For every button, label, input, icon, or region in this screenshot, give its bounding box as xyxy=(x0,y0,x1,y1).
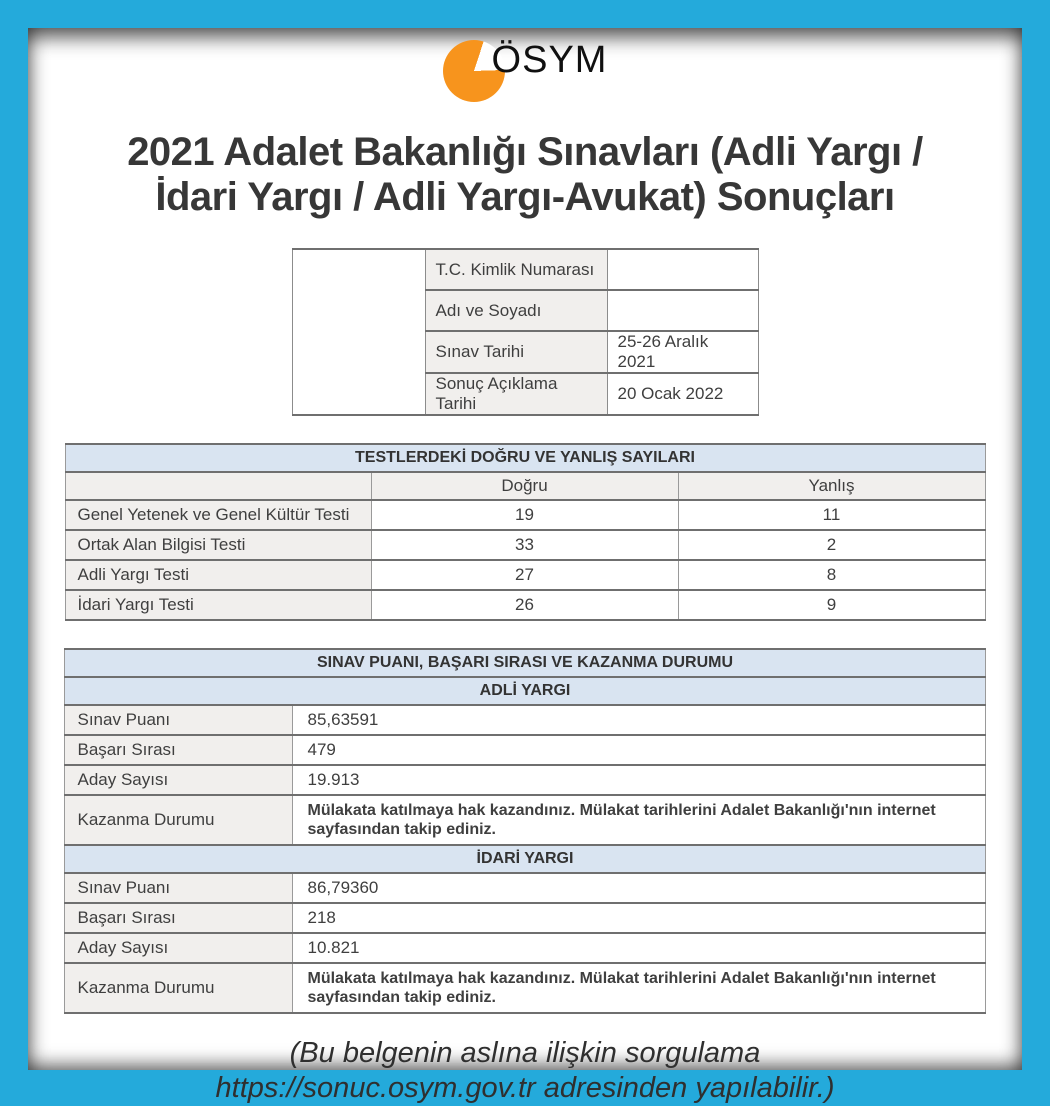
results-table-title: SINAV PUANI, BAŞARI SIRASI VE KAZANMA DURUMU xyxy=(65,649,985,677)
verification-note-line1: (Bu belgenin aslına ilişkin sorgulama xyxy=(289,1037,761,1069)
result-label: Aday Sayısı xyxy=(65,933,293,963)
empty-header-cell xyxy=(65,472,371,500)
result-label: Kazanma Durumu xyxy=(65,795,293,845)
table-row xyxy=(65,705,985,735)
result-label: Başarı Sırası xyxy=(65,903,293,933)
test-name: Ortak Alan Bilgisi Testi xyxy=(65,530,371,560)
scores-table-title: TESTLERDEKİ DOĞRU VE YANLIŞ SAYILARI xyxy=(65,444,985,472)
result-value: 86,79360 xyxy=(293,873,985,903)
scores-table xyxy=(65,443,986,621)
table-row xyxy=(65,735,985,765)
column-header-wrong: Yanlış xyxy=(678,472,985,500)
correct-count: 19 xyxy=(371,500,678,530)
table-row xyxy=(65,873,985,903)
wrong-count: 2 xyxy=(678,530,985,560)
result-value: Mülakata katılmaya hak kazandınız. Mülakat tarihlerini Adalet Bakanlığı'nın internet sayfasından takip ediniz. xyxy=(293,963,985,1013)
table-row xyxy=(65,590,985,620)
info-label: Sınav Tarihi xyxy=(425,331,607,373)
table-row xyxy=(292,249,758,290)
table-row xyxy=(65,500,985,530)
result-label: Başarı Sırası xyxy=(65,735,293,765)
table-row xyxy=(65,933,985,963)
page-title-line2: İdari Yargı / Adli Yargı-Avukat) Sonuçları xyxy=(155,175,895,219)
table-row xyxy=(65,963,985,1013)
page-title-line1: 2021 Adalet Bakanlığı Sınavları (Adli Yargı / xyxy=(127,130,923,174)
test-name: Genel Yetenek ve Genel Kültür Testi xyxy=(65,500,371,530)
table-header-row xyxy=(65,444,985,472)
result-value: Mülakata katılmaya hak kazandınız. Mülakat tarihlerini Adalet Bakanlığı'nın internet sayfasından takip ediniz. xyxy=(293,795,985,845)
column-header-correct: Doğru xyxy=(371,472,678,500)
result-label: Sınav Puanı xyxy=(65,873,293,903)
info-value xyxy=(607,290,758,331)
info-value: 25-26 Aralık 2021 xyxy=(607,331,758,373)
section-header-row xyxy=(65,677,985,705)
candidate-info-table xyxy=(292,248,759,416)
correct-count: 33 xyxy=(371,530,678,560)
section-header-row xyxy=(65,845,985,873)
wrong-count: 11 xyxy=(678,500,985,530)
result-value: 218 xyxy=(293,903,985,933)
section-title-idari-yargi: İDARİ YARGI xyxy=(65,845,985,873)
table-subheader-row xyxy=(65,472,985,500)
page-title xyxy=(28,130,1022,220)
test-name: İdari Yargı Testi xyxy=(65,590,371,620)
result-value: 85,63591 xyxy=(293,705,985,735)
result-value: 19.913 xyxy=(293,765,985,795)
wrong-count: 8 xyxy=(678,560,985,590)
info-value: 20 Ocak 2022 xyxy=(607,373,758,415)
test-name: Adli Yargı Testi xyxy=(65,560,371,590)
verification-note xyxy=(28,1036,1022,1106)
correct-count: 26 xyxy=(371,590,678,620)
results-table xyxy=(64,648,985,1014)
photo-placeholder xyxy=(292,249,425,415)
table-header-row xyxy=(65,649,985,677)
table-row xyxy=(65,560,985,590)
table-row xyxy=(65,765,985,795)
table-row xyxy=(65,795,985,845)
info-label: Adı ve Soyadı xyxy=(425,290,607,331)
verification-note-line2-clipped: https://sonuc.osym.gov.tr adresinden yapılabilir.) xyxy=(215,1072,835,1104)
osym-logo-text: ÖSYM xyxy=(491,39,608,81)
result-document-page xyxy=(28,28,1022,1104)
info-label: Sonuç Açıklama Tarihi xyxy=(425,373,607,415)
result-value: 10.821 xyxy=(293,933,985,963)
result-label: Sınav Puanı xyxy=(65,705,293,735)
result-value: 479 xyxy=(293,735,985,765)
wrong-count: 9 xyxy=(678,590,985,620)
result-label: Kazanma Durumu xyxy=(65,963,293,1013)
result-label: Aday Sayısı xyxy=(65,765,293,795)
table-row xyxy=(65,903,985,933)
osym-logo xyxy=(28,28,1022,102)
info-label: T.C. Kimlik Numarası xyxy=(425,249,607,290)
section-title-adli-yargi: ADLİ YARGI xyxy=(65,677,985,705)
info-value xyxy=(607,249,758,290)
correct-count: 27 xyxy=(371,560,678,590)
table-row xyxy=(65,530,985,560)
